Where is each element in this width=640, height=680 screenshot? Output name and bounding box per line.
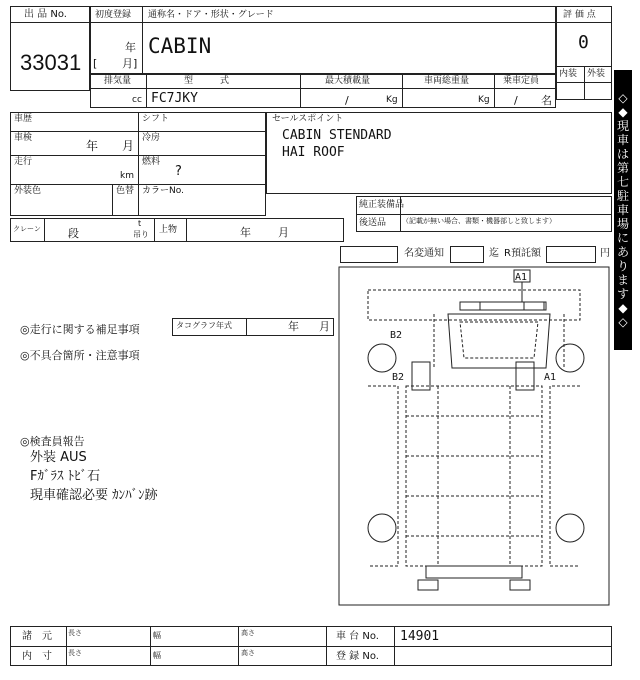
divider [326,626,327,666]
divider [394,626,395,666]
damage-mark: B2 [392,372,405,383]
inspection-year: 年 [86,139,99,153]
height-label: 高さ [241,629,255,637]
wheel-front-right [556,344,584,372]
driving-notes-label: ◎走行に関する補足事項 [20,323,140,336]
divider [154,218,155,242]
crane-label: クレーン [13,225,41,233]
side-banner [614,70,632,350]
max-load-unit: Kg [386,95,398,105]
chassis-number: 14901 [400,629,440,644]
divider [10,155,266,156]
vehicle-damage-diagram [338,266,612,608]
divider [142,6,143,74]
roof-outline [368,290,580,320]
rear-bumper [426,566,522,578]
divider [246,318,247,336]
inspector-label: ◎検査員報告 [20,435,85,448]
tachograph-label: タコグラフ年式 [176,321,232,330]
name-change-date-field [450,246,484,263]
sales-point-label: セールスポイント [272,114,344,124]
divider [10,22,90,23]
fuel-value: ? [175,164,182,179]
rear-lamp [418,580,438,590]
crane-lift: 吊り [133,230,149,239]
divider [10,184,266,185]
reg-label: 登 録 No. [336,651,379,662]
displacement-unit: cc [132,95,142,105]
tacho-year: 年 [288,320,299,333]
divider [356,214,612,215]
color-no-label: カラーNo. [142,186,184,196]
dims-label: 諸 元 [22,631,52,642]
displacement-label: 排気量 [104,76,132,86]
tacho-month: 月 [319,320,330,333]
ac-label: 冷房 [142,133,161,143]
front-bumper [460,302,480,310]
divider [584,66,585,100]
vehicle-name: CABIN [148,34,212,58]
interior-label: 内装 [559,69,578,79]
front-bumper [524,302,544,310]
color-change-label: 色替 [116,186,135,196]
divider [494,74,495,108]
inspector-line: 現車確認必要 ｶﾝﾊﾞﾝ跡 [30,488,158,503]
cab-line [434,314,564,368]
wheel-rear-right [556,514,584,542]
damage-mark: B2 [390,330,403,341]
divider [66,626,67,666]
cargo-bed [406,386,542,566]
width-label: 幅 [153,631,161,640]
yen-label: 円 [600,248,610,259]
damage-mark: A1 [544,372,557,383]
max-load-slash: / [345,94,349,107]
inspection-label: 車検 [14,133,33,143]
first-reg-label: 初度登録 [95,10,132,20]
raise-year: 年 [240,226,251,239]
divider [138,112,139,216]
fuel-label: 燃料 [142,157,161,167]
sales-point-line: HAI ROOF [282,145,345,160]
genuine-equipment-label: 純正装備品 [359,200,405,210]
damage-mark: A1 [515,272,528,283]
reason-label: 迄 [489,248,499,259]
model-label: 型 式 [184,76,230,86]
width-label: 幅 [153,651,161,660]
name-change-field [340,246,398,263]
month-bracket: [ [93,57,98,70]
mileage-unit: km [120,171,134,181]
cargo-panel [406,416,542,536]
exterior-label: 外装 [587,69,606,79]
cab-outline [448,314,550,368]
mileage-label: 走行 [14,157,33,167]
shift-label: シフト [142,114,170,124]
inspector-line: 外装 AUS [30,450,87,465]
history-label: 車歴 [14,114,33,124]
lot-no-label: 出 品 No. [24,9,67,20]
max-load-label: 最大積載量 [325,76,371,86]
rear-lamp [510,580,530,590]
divider [556,22,612,23]
wheel-front-left [368,344,396,372]
divider [150,626,151,666]
side-banner-text: ◇◆現車は第七駐車場にあります◆◇ [616,90,629,330]
divider [10,646,612,647]
gross-weight-unit: Kg [478,95,490,105]
r-fee-field [546,246,596,263]
crane-ton: t [138,219,142,228]
height-label: 高さ [241,649,255,657]
r-fee-label: R預託額 [504,248,541,259]
year-label: 年 [125,41,136,54]
divider [90,88,556,89]
body-right [550,386,580,566]
capacity-unit: 名 [541,94,552,107]
lot-number: 33031 [20,50,82,75]
crane-stage: 段 [68,227,79,240]
capacity-label: 乗車定員 [503,76,540,86]
diagram-frame [339,267,609,605]
name-change-label: 名変通知 [404,248,444,259]
delivery-note: （記載が無い場合、書類・機器部しと致します） [402,217,556,225]
score-label: 評 価 点 [563,10,596,20]
month-label: 月] [122,57,138,70]
inner-label: 内 寸 [22,651,52,662]
gross-weight-label: 車両総重量 [424,76,470,86]
length-label: 長さ [68,629,82,637]
body-left [368,386,398,566]
inspection-month: 月 [122,139,135,153]
divider [10,131,266,132]
raise-label: 上物 [159,225,178,235]
windshield [460,322,538,358]
raise-month: 月 [278,226,289,239]
ext-color-label: 外装色 [14,186,42,196]
cargo-panel [438,386,510,566]
front-bumper [460,302,546,310]
wheel-rear-left [368,514,396,542]
divider [90,22,556,23]
divider [186,218,187,242]
name-label: 通称名・ドア・形状・グレード [148,10,274,20]
chassis-label: 車 台 No. [336,631,379,642]
divider [112,184,113,216]
inspector-line: Fｶﾞﾗｽ ﾄﾋﾞ石 [30,469,101,484]
defects-label: ◎不具合箇所・注意事項 [20,349,140,362]
delivery-label: 後送品 [359,218,387,228]
divider [402,74,403,108]
model-code: FC7JKY [151,91,198,106]
divider [300,74,301,108]
score-value: 0 [578,32,589,53]
divider [238,626,239,666]
divider [146,74,147,108]
sales-point-line: CABIN STENDARD [282,128,392,143]
length-label: 長さ [68,649,82,657]
capacity-slash: / [514,94,518,107]
divider [44,218,45,242]
